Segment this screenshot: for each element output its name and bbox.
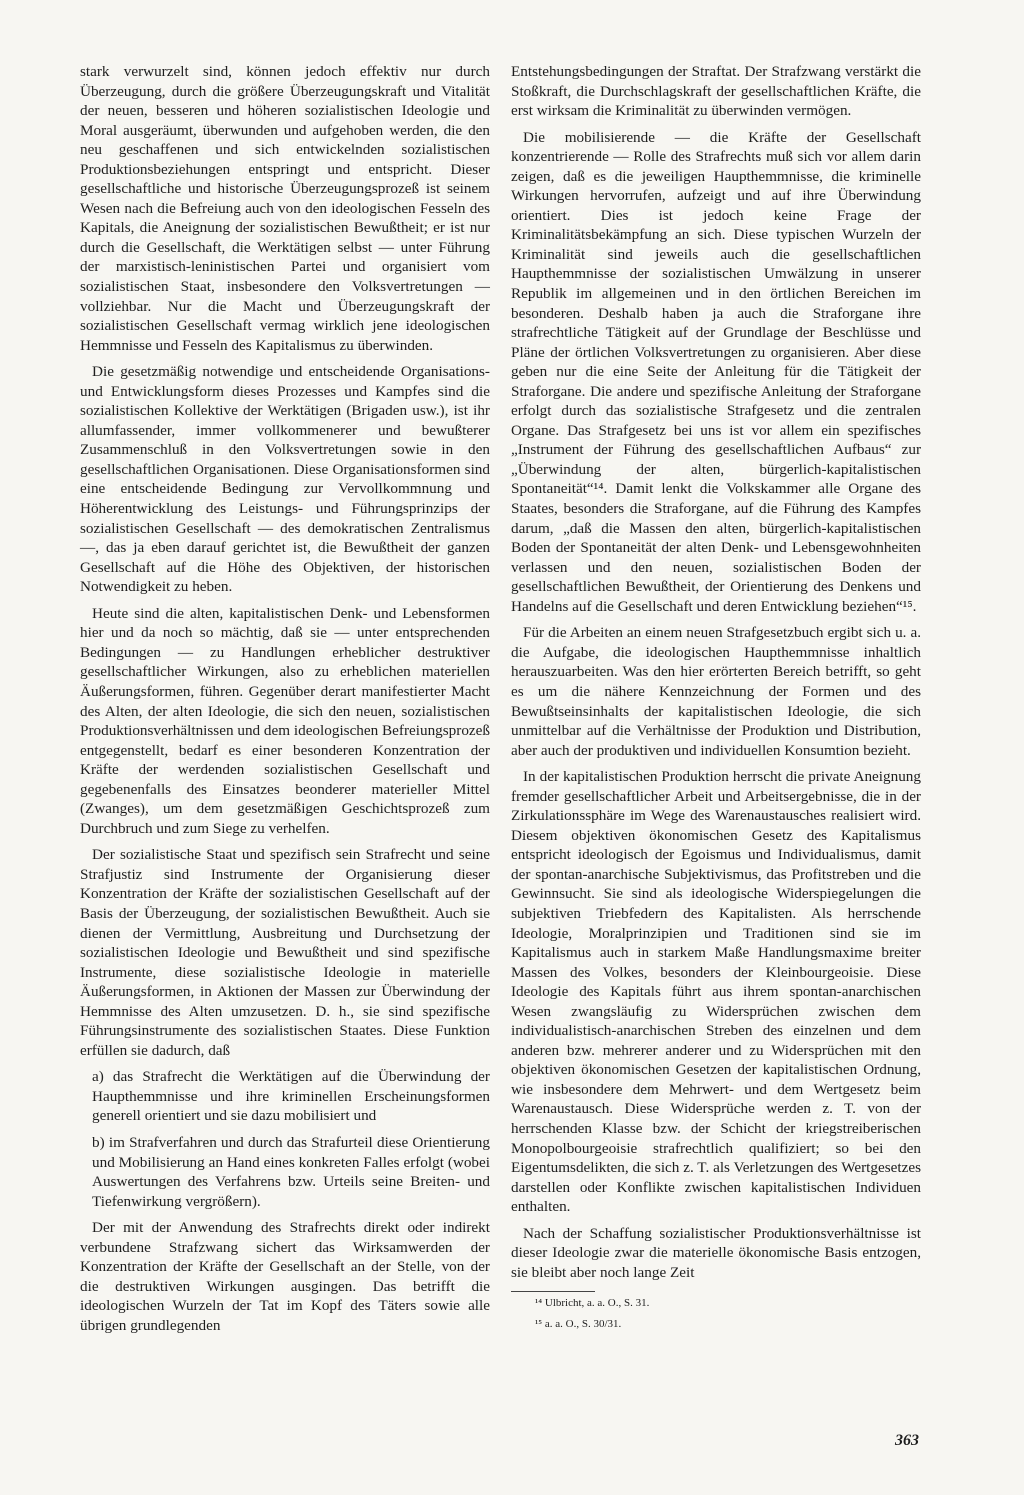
paragraph: Nach der Schaffung sozialistischer Produktionsverhältnisse ist dieser Ideologie zwar die materielle ökonomische Basis entzogen, sie bleibt aber noch lange Zeit bbox=[511, 1224, 921, 1281]
paragraph: Der mit der Anwendung des Strafrechts direkt oder indirekt verbundene Strafzwang sichert das Wirksamwerden der Konzentration der Kräfte der Gesellschaft an der Stelle, von der die destruktiven Wirkungen ausgingen. Das betrifft die ideologischen Wurzeln der Tat im Kopf des Täters sowie alle übrigen grundlegenden bbox=[80, 1219, 490, 1334]
paragraph: Für die Arbeiten an einem neuen Strafgesetzbuch ergibt sich u. a. die Aufgabe, die ideologischen Haupthemmnisse inhaltlich herauszuarbeiten. Was den hier erörterten Bereich betrifft, so geht es um die nähere Kennzeichnung der Formen und des Bewußtseinsinhalts der kapitalistischen Ideologie, die sich unmittelbar auf die Verhältnisse der Produktion und Distribution, aber auch der produktiven und individuellen Konsumtion bezieht. bbox=[511, 624, 921, 759]
paragraph: Der sozialistische Staat und spezifisch sein Strafrecht und seine Strafjustiz sind Instrumente der Organisierung dieser Konzentration der Kräfte der sozialistischen Gesellschaft auf der Basis der Überzeugung, der sozialistischen Bewußtheit. Auch sie dienen der Vermittlung, Ausbreitung und Durchsetzung der sozialistischen Ideologie und Bewußtheit und sind spezifische Instrumente, diese sozialistische Ideologie in materielle Äußerungsformen, in Aktionen der Massen zur Überwindung der Hemmnisse des Alten umzusetzen. D. h., sie sind spezifische Führungsinstrumente des sozialistischen Staates. Diese Funktion erfüllen sie dadurch, daß bbox=[80, 846, 490, 1059]
footnote: ¹⁴ Ulbricht, a. a. O., S. 31. bbox=[535, 1297, 650, 1310]
paragraph: Die gesetzmäßig notwendige und entscheidende Organisations- und Entwicklungsform dieses Prozesses und Kampfes sind die sozialistischen Kollektive der Werktätigen (Brigaden usw.), ist ihr allumfassender, immer vollkommenerer und bewußterer Zusammenschluß in den Volksvertretungen sowie in den gesellschaftlichen Organisationen. Diese Organisationsformen sind eine entscheidende Bedingung zur Vervollkommnung und Höherentwicklung des Leistungs- und Führungsprinzips der sozialistischen Gesellschaft — des demokratischen Zentralismus —, das ja eben darauf gerichtet ist, die Bewußtheit der ganzen Gesellschaft auf die Höhe des Objektiven, der historischen Notwendigkeit zu heben. bbox=[80, 363, 490, 596]
paragraph: Die mobilisierende — die Kräfte der Gesellschaft konzentrierende — Rolle des Strafrechts muß sich vor allem darin zeigen, daß es die jeweiligen Haupthemmnisse, die kriminelle Wirkungen hervorrufen, aufzeigt und auf ihre Überwindung orientiert. Dies ist jedoch keine Frage der Kriminalitätsbekämpfung an sich. Diese typischen Wurzeln der Kriminalität sind jeweils auch die gesellschaftlichen Haupthemmnisse der sozialistischen Umwälzung in unserer Republik im allgemeinen und in den örtlichen Bereichen im besonderen. Deshalb haben ja auch die Straforgane ihre strafrechtliche Tätigkeit auf der Grundlage der Beschlüsse und Pläne der örtlichen Volksvertretungen zu organisieren. Aber diese geben nur die eine Seite der Anleitung für die Tätigkeit der Straforgane. Die andere und spezifische Anleitung der Straforgane erfolgt durch das sozialistische Strafgesetz und die zentralen Organe. Das Strafgesetz bei uns ist vor allem ein spezifisches „Instrument der Führung des gesellschaftlichen Aufbaus“ zur „Überwindung der alten, bürgerlich-kapitalistischen Spontaneität“¹⁴. Damit lenkt die Volkskammer alle Organe des Staates, besonders die Straforgane, auf die Führung des Kampfes darum, „daß die Massen den alten, bürgerlich-kapitalistischen Boden der Spontaneität der alten Denk- und Lebensgewohnheiten verlassen und den neuen, sozialistischen Boden der gesellschaftlichen Bewußtheit, der Orientierung des Denkens und Handelns auf die Gesellschaft und deren Entwicklung beziehen“¹⁵. bbox=[511, 128, 921, 615]
paragraph: stark verwurzelt sind, können jedoch effektiv nur durch Überzeugung, durch die größere Überzeugungskraft und Vitalität der neuen, besseren und höheren sozialistischen Ideologie und Moral ausgeräumt, überwunden und aufgehoben werden, die den neu geschaffenen und sich entwickelnden sozialistischen Produktionsbeziehungen entspringt und entspricht. Dieser gesellschaftliche und historische Überzeugungsprozeß ist seinem Wesen nach die Befreiung auch von den ideologischen Fesseln des Kapitals, die Aneignung der sozialistischen Bewußtheit; er ist nur durch die Gesellschaft, die Werktätigen selbst — unter Führung der marxistisch-leninistischen Partei und organisiert vom sozialistischen Staat, insbesondere den Volksvertretungen — vollziehbar. Nur die Macht und Überzeugungskraft der sozialistischen Gesellschaft vermag wirklich jene ideologischen Hemmnisse und Fesseln des Kapitalismus zu überwinden. bbox=[80, 63, 490, 354]
left-column bbox=[80, 62, 490, 1342]
paragraph: In der kapitalistischen Produktion herrscht die private Aneignung fremder gesellschaftlicher Arbeit und Arbeitsergebnisse, die in der Zirkulationssphäre im Wege des Warenaustausches realisiert wird. Diesem objektiven ökonomischen Gesetz des Kapitalismus entspricht ideologisch der Egoismus und Individualismus, damit der spontan-anarchische Subjektivismus, das Profitstreben und die Gewinnsucht. Sie sind als ideologische Widerspiegelungen die subjektiven Triebfedern des Kapitalisten. Als herrschende Ideologie, Moralprinzipien und Traditionen sind sie im Kapitalismus auch in starkem Maße Handlungsmaxime breiter Massen des Volkes, besonders der Kleinbourgeoisie. Diese Ideologie des Kapitals führt aus ihrem spontan-anarchischen Wesen zwangsläufig zu Widersprüchen zwischen dem individualistisch-anarchischen Streben des einzelnen und dem anderen bzw. mehrerer anderer und zu Widersprüchen mit den objektiven ökonomischen Gesetzen der kapitalistischen Ordnung, wie insbesondere dem Mehrwert- und dem Wertgesetz beim Warenaustausch. Diese Widersprüche werden z. T. von der herrschenden Klasse bzw. der Schicht der kriegstreiberischen Monopolbourgeoisie strafrechtlich qualifiziert; so bei den Eigentumsdelikten, die sich z. T. als Verletzungen des Wertgesetzes darstellen oder Konflikte zwischen kapitalistischen Individuen enthalten. bbox=[511, 768, 921, 1216]
paragraph: Heute sind die alten, kapitalistischen Denk- und Lebensformen hier und da noch so mächtig, daß sie — unter entsprechenden Bedingungen — zu Handlungen erheblicher destruktiver gesellschaftlicher Wirkungen, also zu erheblichen materiellen Äußerungsformen, führen. Gegenüber derart manifestierter Macht des Alten, der alten Ideologie, die sich den neuen, sozialistischen Produktionsverhältnissen und dem ideologischen Befreiungsprozeß entgegenstellt, bedarf es einer besonderen Konzentration der Kräfte der werdenden sozialistischen Gesellschaft und gegebenenfalls des Einsatzes beonderer materieller Mittel (Zwanges), um dem gesetzmäßigen Geschichtsprozeß zum Durchbruch und zum Siege zu verhelfen. bbox=[80, 604, 490, 837]
footnote: ¹⁵ a. a. O., S. 30/31. bbox=[535, 1318, 622, 1331]
footnote-divider bbox=[511, 1291, 595, 1292]
paragraph: Entstehungsbedingungen der Straftat. Der Strafzwang verstärkt die Stoßkraft, die Durchschlagskraft der gesellschaftlichen Kräfte, die erst wirksam die Kriminalität zu überwinden vermögen. bbox=[511, 63, 921, 120]
right-column bbox=[511, 62, 921, 1338]
list-item-b: b) im Strafverfahren und durch das Strafurteil diese Orientierung und Mobilisierung an Hand eines konkreten Falles erfolgt (wobei Auswertungen des Verfahrens bzw. Urteils seine Breiten- und Tiefenwirkung vergrößern). bbox=[92, 1133, 490, 1210]
page-number: 363 bbox=[895, 1432, 919, 1449]
list-item-a: a) das Strafrecht die Werktätigen auf die Überwindung der Haupthemmnisse und ihre kriminellen Erscheinungsformen generell orientiert und sie dazu mobilisiert und bbox=[92, 1068, 490, 1125]
